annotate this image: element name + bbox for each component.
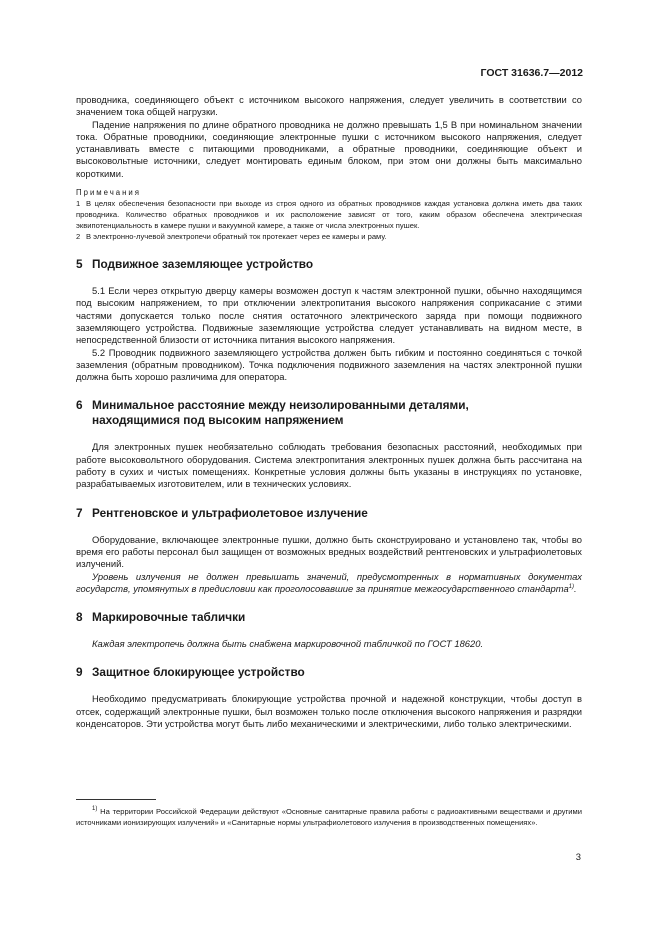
document-body xyxy=(76,94,582,730)
section-7-heading xyxy=(76,506,582,521)
section-8-paragraph-1: Каждая электропечь должна быть снабжена маркировочной табличкой по ГОСТ 18620. xyxy=(92,638,484,650)
note-1 xyxy=(76,198,582,231)
footnote-marker: 1) xyxy=(92,806,98,812)
note-2-number: 2 xyxy=(76,232,81,242)
note-1-text: В целях обеспечения безопасности при выходе из строя одного из обратных проводников каждая установка должна иметь два таких проводника. Количество обратных проводников и их расположение зависят от того, каким образом обеспечена электрическая эквипотенциальность в камере пушки и вакуумной камере, а также от числа электронных пушек. xyxy=(76,199,582,231)
footnote-text: На территории Российской Федерации действуют «Основные санитарные правила работы с радиоактивными веществами и другими источниками ионизирующих излучений» и «Санитарные нормы ультрафиолетового излучения в производственных помещениях». xyxy=(76,807,582,827)
footnote-divider xyxy=(76,799,156,800)
section-9-heading xyxy=(76,665,582,680)
footnote-reference[interactable]: 1) xyxy=(568,583,575,590)
section-5-heading xyxy=(76,257,582,272)
document-header: ГОСТ 31636.7—2012 xyxy=(480,67,583,79)
section-7-number: 7 xyxy=(76,505,83,520)
section-8-heading xyxy=(76,610,582,625)
footnote xyxy=(76,806,582,828)
note-1-number: 1 xyxy=(76,199,81,209)
section-9-title: Защитное блокирующее устройство xyxy=(92,665,305,680)
notes-heading: Примечания xyxy=(76,188,142,198)
intro-paragraph-2: Падение напряжения по длине обратного проводника не должно превышать 1,5 В при номинальном значении тока. Обратные проводники, соединяющие электронные пушки с источником высокого напряжения, следует устанавливать вместе с питающими проводниками, а обратные проводники, соединяющие объект и высоковольтные источники, следует монтировать единым блоком, при этом они должны быть максимально короткими. xyxy=(76,118,582,179)
section-7-paragraph-2-end: . xyxy=(574,582,577,594)
section-7-paragraph-1: Оборудование, включающее электронные пушки, должно быть сконструировано и установлено так, чтобы во время его работы персонал был защищен от возможных вредных воздействий рентгеновских и ультрафиолетовых излучений. xyxy=(76,533,582,570)
note-2-text: В электронно-лучевой электропечи обратный ток протекает через ее камеры и раму. xyxy=(86,232,387,242)
section-5-title: Подвижное заземляющее устройство xyxy=(92,257,314,272)
section-7-title: Рентгеновское и ультрафиолетовое излучение xyxy=(92,505,368,520)
section-6-heading xyxy=(76,398,582,428)
note-2 xyxy=(76,231,582,242)
section-6-title-line-1: Минимальное расстояние между неизолированными деталями, xyxy=(92,398,469,413)
section-9-paragraph-1: Необходимо предусматривать блокирующие устройства прочной и надежной конструкции, чтобы доступ в отсек, содержащий электронные пушки, был возможен только после отключения высокого напряжения и разрядки конденсаторов. Эти устройства могут быть либо механическими и электрическими, либо только электрическими. xyxy=(76,693,582,730)
intro-paragraph-1: проводника, соединяющего объект с источником высокого напряжения, следует увеличить в соответствии со значением тока общей нагрузки. xyxy=(76,94,582,118)
section-5-paragraph-2: 5.2 Проводник подвижного заземляющего устройства должен быть гибким и постоянно соединяться с точкой заземления (обратным проводником). Точка подключения подвижного заземления на частях электронной пушки должна быть хорошо различима для оператора. xyxy=(76,346,582,383)
section-5-number: 5 xyxy=(76,257,83,272)
page-number: 3 xyxy=(575,851,581,862)
section-7-paragraph-2-text: Уровень излучения не должен превышать значений, предусмотренных в нормативных документах государств, упомянутых в предисловии как проголосовавшие за принятие межгосударственного стандарта xyxy=(76,570,582,594)
section-6-title-line-2: находящимися под высоким напряжением xyxy=(92,413,344,428)
section-5-paragraph-1: 5.1 Если через открытую дверцу камеры возможен доступ к частям электронной пушки, обычно находящимся под высоким напряжением, то при отключении электропитания высокого напряжения соприкасание с этими частями допускается только после снятия остаточного электрического заряда при помощи подвижного заземляющего устройства. Подвижные заземляющие устройства следует устанавливать на видном месте, в непосредственной близости от источника питания высокого напряжения. xyxy=(76,285,582,346)
section-7-paragraph-2 xyxy=(76,571,582,596)
section-9-number: 9 xyxy=(76,665,83,680)
section-6-paragraph-1: Для электронных пушек необязательно соблюдать требования безопасных расстояний, необходимых при работе высоковольтного оборудования. Система электропитания электронных пушек должна быть рассчитана на работу в сухих и чистых помещениях. Конкретные условия должны быть указаны в инструкциях по установке, разрабатываемых изготовителем, или в технических условиях. xyxy=(76,441,582,490)
section-8-number: 8 xyxy=(76,610,83,625)
section-6-number: 6 xyxy=(76,398,83,413)
section-8-title: Маркировочные таблички xyxy=(92,610,246,625)
